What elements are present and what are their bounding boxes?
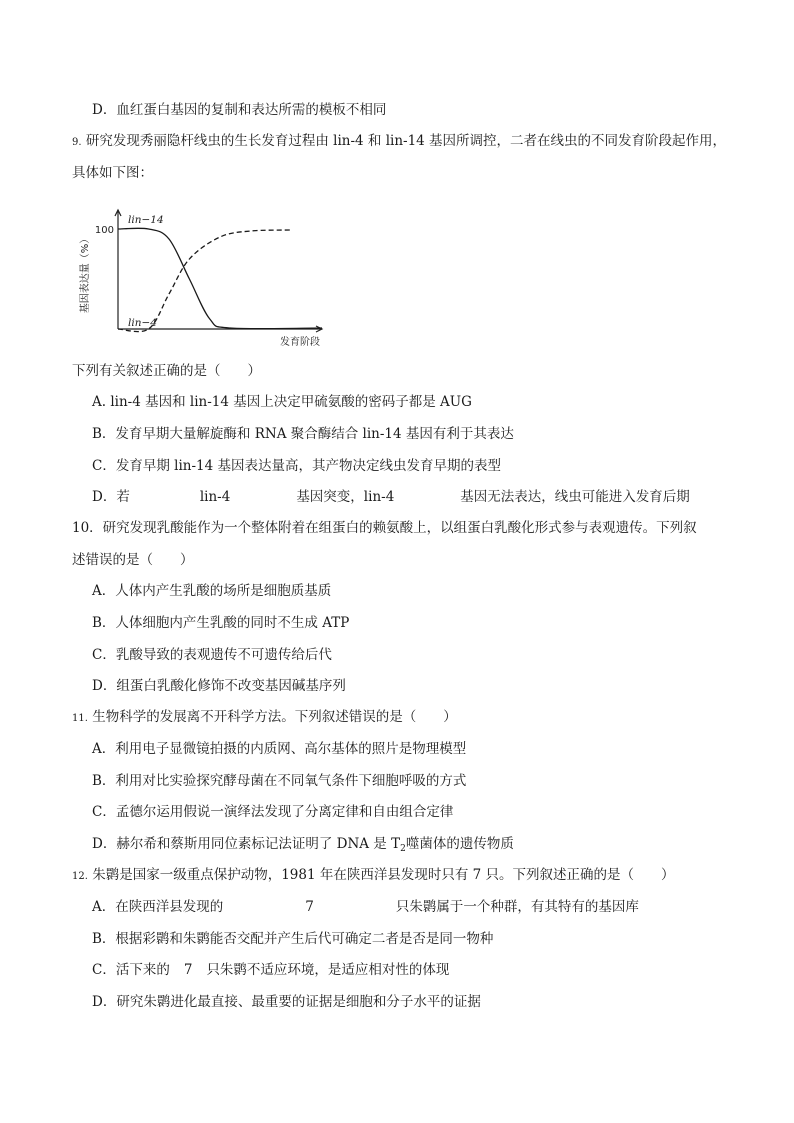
q11-option-c: C．孟德尔运用假说一演绎法发现了分离定律和自由组合定律 xyxy=(92,804,454,820)
q9-option-d-part3: 基因突变，lin-4 xyxy=(296,489,395,505)
q12-stem-text: 朱鹮是国家一级重点保护动物，1981 年在陕西洋县发现时只有 7 只。下列叙述正确的是（ ） xyxy=(92,867,675,883)
q12-option-a-part3: 只朱鹮属于一个种群，有其特有的基因库 xyxy=(395,899,639,915)
q9-stem-line1 xyxy=(72,131,726,153)
q12-option-c-part2: 7 xyxy=(183,962,193,978)
q10-option-d: D．组蛋白乳酸化修饰不改变基因碱基序列 xyxy=(92,678,346,694)
q9-prompt: 下列有关叙述正确的是（ ） xyxy=(72,363,261,379)
q9-stem-text: 研究发现秀丽隐杆线虫的生长发育过程由 lin-4 和 lin-14 基因所调控，二者在线虫的不同发育阶段起作用， xyxy=(85,133,727,149)
q9-option-d-part2: lin-4 xyxy=(199,489,231,505)
q10-option-a: A．人体内产生乳酸的场所是细胞质基质 xyxy=(92,583,332,599)
q10-stem-line2: 述错误的是（ ） xyxy=(72,552,194,568)
q12-option-a-part1: A．在陕西洋县发现的 xyxy=(92,899,224,915)
q12-option-c xyxy=(92,960,449,980)
q11-option-a: A．利用电子显微镜拍摄的内质网、高尔基体的照片是物理模型 xyxy=(92,741,467,757)
q8-option-d: D．血红蛋白基因的复制和表达所需的模板不相同 xyxy=(92,102,387,118)
q10-option-c: C．乳酸导致的表观遗传不可遗传给后代 xyxy=(92,647,332,663)
q11-stem xyxy=(72,707,457,729)
q9-option-b: B．发育早期大量解旋酶和 RNA 聚合酶结合 lin-14 基因有利于其表达 xyxy=(92,426,514,442)
q12-option-a-part2: 7 xyxy=(305,899,314,915)
series-label-lin4: lin−4 xyxy=(128,317,157,329)
q11-option-b: B．利用对比实验探究酵母菌在不同氧气条件下细胞呼吸的方式 xyxy=(92,773,467,789)
q12-stem xyxy=(72,865,675,887)
q9-option-d-part1: D．若 xyxy=(92,489,130,505)
q11-number: 11. xyxy=(72,713,88,724)
y-axis-label: 基因表达量（%） xyxy=(80,233,91,314)
q9-option-d-part4: 基因无法表达，线虫可能进入发育后期 xyxy=(460,489,690,505)
q9-stem-line2: 具体如下图： xyxy=(72,165,153,181)
q12-option-a xyxy=(92,897,639,917)
q11-stem-text: 生物科学的发展离不开科学方法。下列叙述错误的是（ ） xyxy=(92,709,457,725)
q11-option-d-subscript: 2 xyxy=(400,844,406,854)
q11-option-d xyxy=(92,834,514,859)
y-tick-label-100: 100 xyxy=(94,225,114,236)
q9-number: 9. xyxy=(72,137,82,148)
q12-option-c-part1: C．活下来的 xyxy=(92,962,170,978)
q12-option-c-part3: 只朱鹮不适应环境，是适应相对性的体现 xyxy=(206,962,450,978)
q10-stem-line1: 10．研究发现乳酸能作为一个整体附着在组蛋白的赖氨酸上，以组蛋白乳酸化形式参与表观遗传。下列叙 xyxy=(72,520,697,536)
q9-option-d xyxy=(92,487,690,507)
gene-expression-figure xyxy=(72,200,342,350)
gene-expression-chart xyxy=(72,200,342,350)
series-line-0 xyxy=(118,228,322,328)
x-axis-label: 发育阶段 xyxy=(280,337,320,348)
q12-option-d: D．研究朱鹮进化最直接、最重要的证据是细胞和分子水平的证据 xyxy=(92,994,481,1010)
q11-option-d-text: D．赫尔希和蔡斯用同位素标记法证明了 DNA 是 T xyxy=(92,836,401,852)
q12-number: 12. xyxy=(72,871,88,882)
q9-option-c: C．发育早期 lin-14 基因表达量高，其产物决定线虫发育早期的表型 xyxy=(92,458,501,474)
q10-option-b: B．人体细胞内产生乳酸的同时不生成 ATP xyxy=(92,615,350,631)
series-label-lin14: lin−14 xyxy=(128,214,164,226)
q9-option-a: A. lin-4 基因和 lin-14 基因上决定甲硫氨酸的密码子都是 AUG xyxy=(92,394,472,410)
q11-option-d-tail: 噬菌体的遗传物质 xyxy=(405,836,514,852)
q12-option-b: B．根据彩鹮和朱鹮能否交配并产生后代可确定二者是否是同一物种 xyxy=(92,931,494,947)
